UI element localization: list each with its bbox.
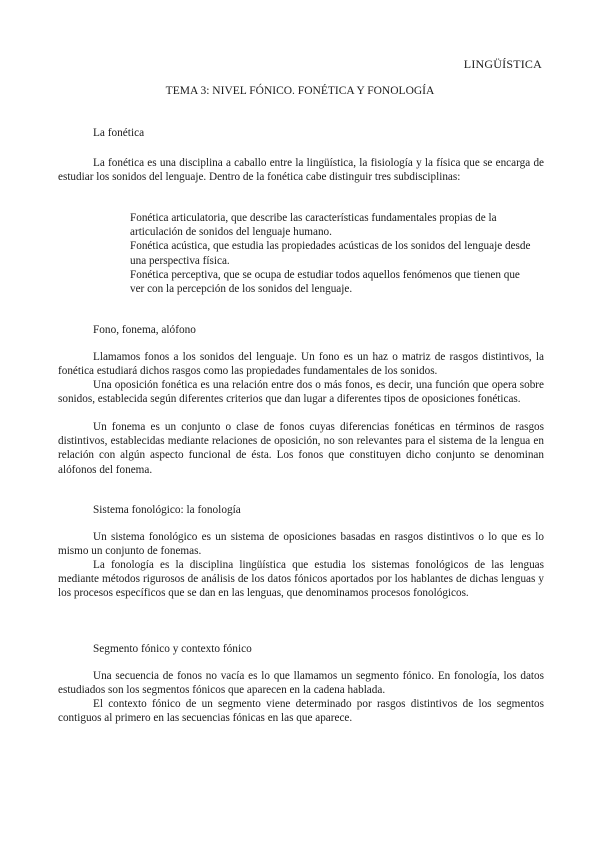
list-item: Fonética perceptiva, que se ocupa de estudiar todos aquellos fenómenos que tienen que ver con la percepción de los sonidos del lenguaje. [130, 268, 520, 296]
section-heading-fono: Fono, fonema, alófono [93, 324, 196, 336]
section-heading-segmento: Segmento fónico y contexto fónico [93, 643, 252, 655]
paragraph: La fonología es la disciplina lingüística que estudia los sistemas fonológicos de las lenguas mediante métodos rigurosos de análisis de los datos fónicos aportados por los hablantes de dichas lenguas y los procesos específicos que se dan en las lenguas, que denominamos procesos fonológicos. [58, 559, 544, 600]
list-item: Fonética acústica, que estudia las propiedades acústicas de los sonidos del lenguaje desde una perspectiva física. [130, 240, 531, 267]
paragraph: La fonética es una disciplina a caballo entre la lingüística, la fisiología y la física que se encarga de estudiar los sonidos del lenguaje. Dentro de la fonética cabe distinguir tres subdisciplinas: [58, 157, 544, 184]
paragraph: El contexto fónico de un segmento viene determinado por rasgos distintivos de los segmentos contiguos al primero en las secuencias fónicas en las que aparece. [58, 698, 544, 725]
list-item: Fonética articulatoria, que describe las características fundamentales propias de la articulación de sonidos del lenguaje humano. [130, 212, 497, 239]
paragraph: Un fonema es un conjunto o clase de fonos cuyas diferencias fonéticas en términos de rasgos distintivos, establecidas mediante relaciones de oposición, no son relevantes para el sistema de la lengua en relación con algún aspecto funcional de ésta. Los fonos que constituyen dicho conjunto se denominan alófonos del fonema. [58, 421, 544, 476]
paragraph: Una secuencia de fonos no vacía es lo que llamamos un segmento fónico. En fonología, los datos estudiados son los segmentos fónicos que aparecen en la cadena hablada. [58, 670, 544, 697]
section-heading-fonetica: La fonética [93, 127, 145, 139]
paragraph: Una oposición fonética es una relación entre dos o más fonos, es decir, una función que opera sobre sonidos, establecida según diferentes criterios que dan lugar a diferentes tipos de oposiciones fonéticas. [58, 379, 544, 406]
document-title: TEMA 3: NIVEL FÓNICO. FONÉTICA Y FONOLOGÍA [165, 85, 435, 97]
subject-header: LINGÜÍSTICA [463, 57, 542, 71]
subdisciplines-list [130, 211, 532, 296]
section-heading-sistema: Sistema fonológico: la fonología [93, 504, 241, 516]
paragraph: Llamamos fonos a los sonidos del lenguaje. Un fono es un haz o matriz de rasgos distintivos, la fonética estudiará dichos rasgos como las propiedades fundamentales de los sonidos. [58, 351, 544, 378]
paragraph: Un sistema fonológico es un sistema de oposiciones basadas en rasgos distintivos o lo que es lo mismo un conjunto de fonemas. [58, 531, 544, 558]
